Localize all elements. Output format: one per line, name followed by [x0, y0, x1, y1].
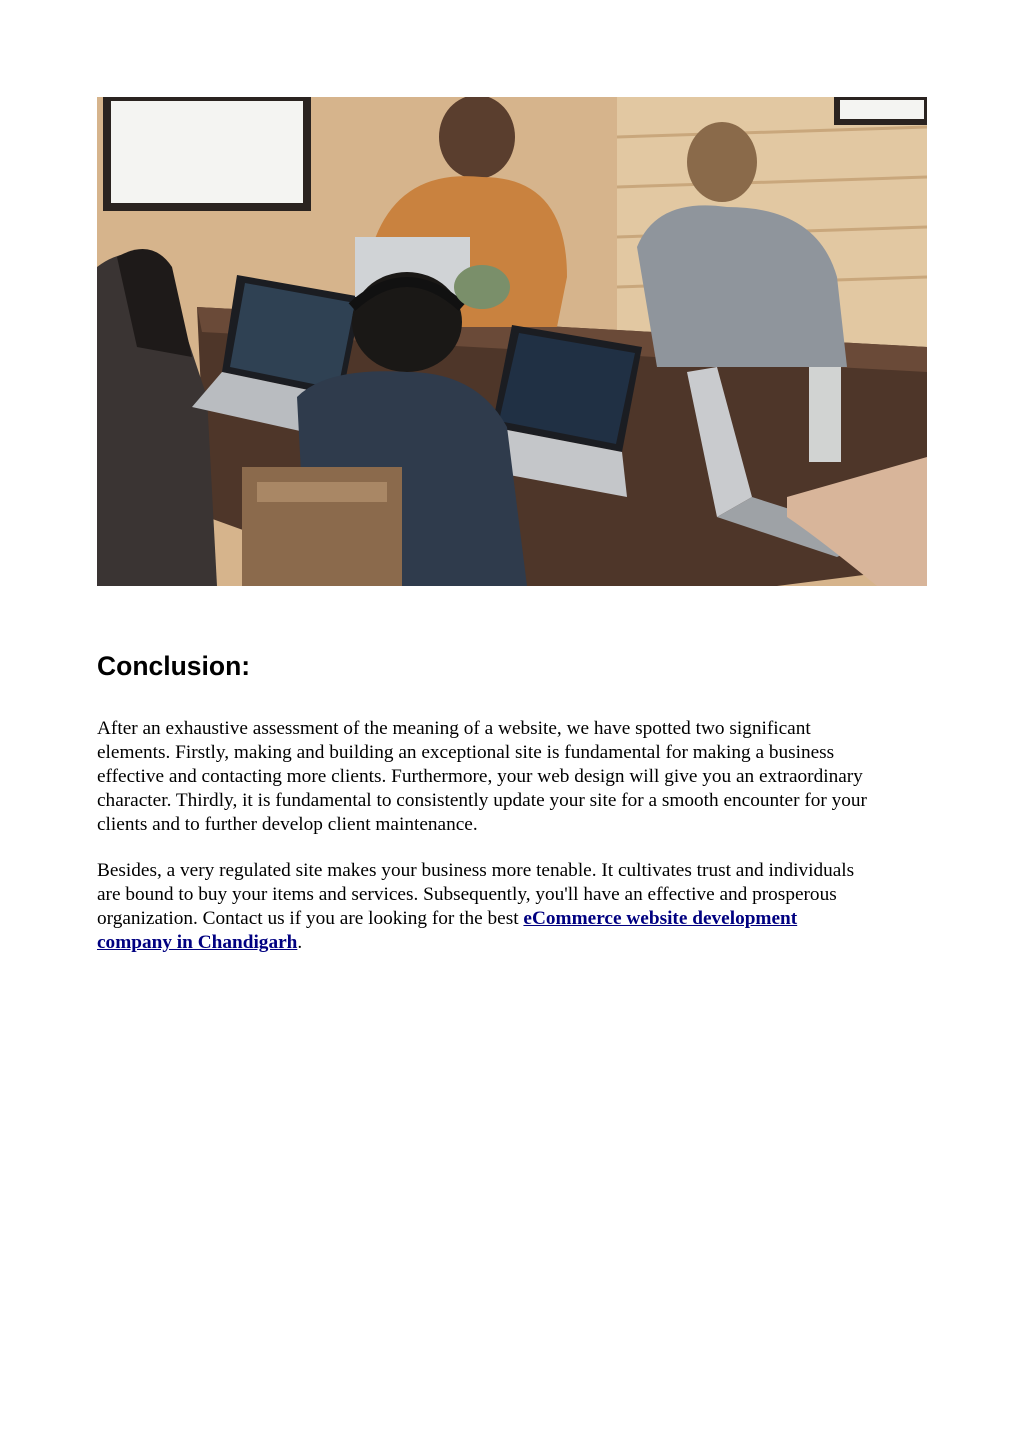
paragraph-2-line — [97, 931, 929, 955]
paragraph-2-line: Besides, a very regulated site makes your business more tenable. It cultivates trust and individuals — [97, 860, 855, 881]
window-left — [107, 97, 307, 207]
paragraph-2-line — [97, 907, 929, 931]
ecommerce-link-continued[interactable]: company in Chandigarh — [97, 932, 298, 953]
ecommerce-link[interactable]: eCommerce website development — [523, 908, 798, 929]
window-right — [837, 97, 927, 122]
paragraph-1-line: effective and contacting more clients. Furthermore, your web design will give you an extraordinary — [97, 766, 863, 787]
trailing-period: . — [297, 932, 303, 953]
paragraph-1-line: character. Thirdly, it is fundamental to consistently update your site for a smooth encounter for your — [97, 790, 867, 811]
paragraph-2-text: organization. Contact us if you are looking for the best — [97, 908, 524, 929]
glass — [809, 367, 841, 462]
paragraph-2 — [97, 859, 929, 955]
paragraph-1-line: elements. Firstly, making and building an exceptional site is fundamental for making a business — [97, 742, 835, 763]
conclusion-heading: Conclusion: — [97, 651, 251, 681]
team-photo — [97, 97, 927, 586]
paragraph-1-line: After an exhaustive assessment of the meaning of a website, we have spotted two significant — [97, 718, 811, 739]
paragraph-1-line: clients and to further develop client maintenance. — [97, 814, 478, 835]
paragraph-1 — [97, 717, 929, 837]
paragraph-2-line: are bound to buy your items and services. Subsequently, you'll have an effective and prosperous — [97, 884, 837, 905]
